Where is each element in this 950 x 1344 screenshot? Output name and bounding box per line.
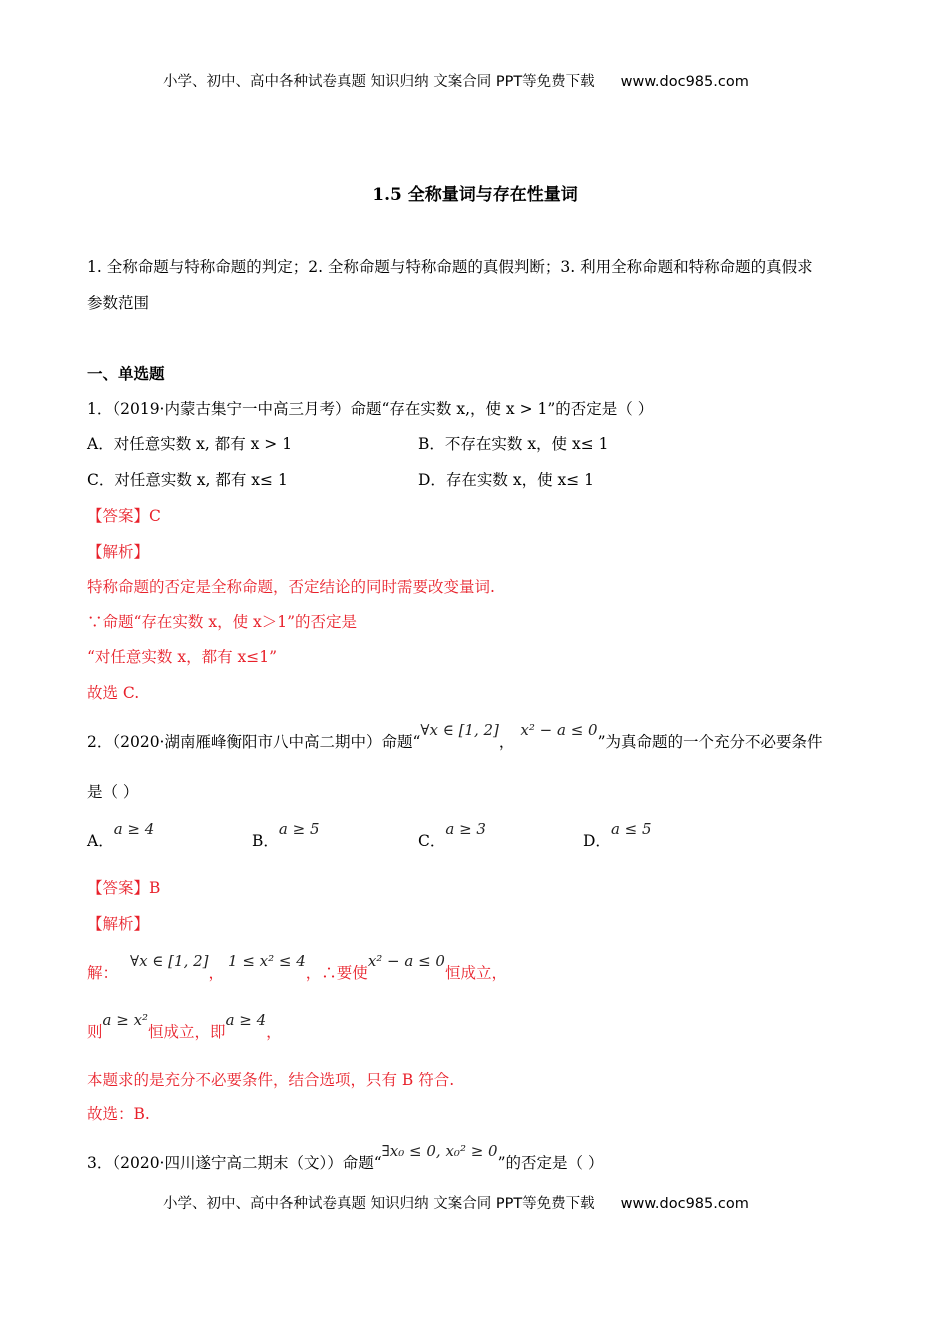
q1-stem: 1．（2019·内蒙古集宁一中高三月考）命题“存在实数 x,，使 x > 1”的否定是（ ） bbox=[87, 400, 654, 418]
q2-solution-text-3: 恒成立， bbox=[444, 964, 507, 982]
q1-explanation-2: ∵命题“存在实数 x，使 x＞1”的否定是 bbox=[87, 613, 358, 631]
page-header bbox=[163, 70, 749, 91]
q2-solution-text-2: ，∴要使 bbox=[305, 964, 368, 982]
q2-solution-prefix: 解： bbox=[87, 964, 119, 982]
q2-option-b-label: B． bbox=[252, 832, 279, 850]
q2-answer: 【答案】B bbox=[87, 879, 161, 897]
q2-solution-formula-2: 1 ≤ x² ≤ 4 bbox=[228, 952, 306, 970]
q2-then-formula-1: a ≥ x² bbox=[102, 1011, 149, 1029]
q2-solution-formula-1: ∀x ∈ [1, 2] bbox=[130, 952, 209, 970]
page-footer bbox=[163, 1192, 749, 1213]
q2-option-d bbox=[583, 820, 652, 851]
q2-solution-comma-1: ， bbox=[208, 964, 225, 982]
q1-option-d: D．存在实数 x，使 x≤ 1 bbox=[418, 471, 595, 489]
q2-option-c bbox=[418, 820, 486, 851]
q2-then-text-1: 恒成立，即 bbox=[148, 1023, 226, 1041]
q1-option-c: C．对任意实数 x, 都有 x≤ 1 bbox=[87, 471, 288, 489]
q3-stem-formula: ∃x₀ ≤ 0, x₀² ≥ 0 bbox=[381, 1142, 498, 1160]
q2-stem-formula-2: x² − a ≤ 0 bbox=[520, 721, 598, 739]
q1-analysis-label: 【解析】 bbox=[87, 543, 150, 561]
q2-stem-comma: ， bbox=[498, 733, 515, 751]
q1-option-a: A．对任意实数 x, 都有 x > 1 bbox=[87, 435, 293, 453]
q2-option-a bbox=[87, 820, 155, 851]
q2-option-a-label: A． bbox=[87, 832, 114, 850]
q1-explanation-4: 故选 C. bbox=[87, 684, 140, 702]
q2-option-d-formula: a ≤ 5 bbox=[610, 820, 652, 838]
q2-stem-formula-1: ∀x ∈ [1, 2] bbox=[420, 721, 499, 739]
q1-option-b: B．不存在实数 x，使 x≤ 1 bbox=[418, 435, 609, 453]
q2-explanation-4: 故选：B. bbox=[87, 1105, 150, 1123]
q3-stem-prefix: 3．（2020·四川遂宁高二期末（文））命题“ bbox=[87, 1154, 382, 1172]
header-text: 小学、初中、高中各种试卷真题 知识归纳 文案合同 PPT等免费下载 bbox=[163, 74, 595, 90]
q2-option-c-label: C． bbox=[418, 832, 446, 850]
q3-stem-suffix: ”的否定是（ ） bbox=[497, 1154, 604, 1172]
page-title: 1.5 全称量词与存在性量词 bbox=[372, 185, 578, 205]
q1-explanation-1: 特称命题的否定是全称命题，否定结论的同时需要改变量词. bbox=[87, 578, 495, 596]
q1-answer: 【答案】C bbox=[87, 507, 161, 525]
q2-stem bbox=[87, 721, 823, 752]
section-heading: 一、单选题 bbox=[87, 364, 165, 383]
q2-option-d-label: D． bbox=[583, 832, 611, 850]
q2-option-a-formula: a ≥ 4 bbox=[113, 820, 155, 838]
q2-stem-suffix: ”为真命题的一个充分不必要条件 bbox=[597, 733, 823, 751]
intro-line-1: 1. 全称命题与特称命题的判定；2. 全称命题与特称命题的真假判断；3. 利用全称命题和特称命题的真假求 bbox=[87, 258, 813, 276]
q2-analysis-label: 【解析】 bbox=[87, 915, 150, 933]
q2-option-b-formula: a ≥ 5 bbox=[278, 820, 320, 838]
header-site-link[interactable]: www.doc985.com bbox=[620, 74, 749, 90]
footer-text: 小学、初中、高中各种试卷真题 知识归纳 文案合同 PPT等免费下载 bbox=[163, 1196, 595, 1212]
q2-solution-line-1 bbox=[87, 952, 507, 983]
q2-then-formula-2: a ≥ 4 bbox=[225, 1011, 267, 1029]
q2-then-text-2: ， bbox=[266, 1023, 282, 1041]
intro-line-2: 参数范围 bbox=[87, 294, 150, 312]
q2-option-b bbox=[252, 820, 320, 851]
q2-then-prefix: 则 bbox=[87, 1023, 103, 1041]
q3-stem bbox=[87, 1142, 604, 1173]
q2-stem-line-2: 是（ ） bbox=[87, 783, 139, 801]
q2-explanation-3: 本题求的是充分不必要条件，结合选项，只有 B 符合. bbox=[87, 1071, 455, 1089]
q1-explanation-3: “对任意实数 x，都有 x≤1” bbox=[87, 648, 278, 666]
q2-stem-prefix: 2．（2020·湖南雁峰衡阳市八中高二期中）命题“ bbox=[87, 733, 421, 751]
q2-solution-line-2 bbox=[87, 1011, 282, 1042]
q2-solution-formula-3: x² − a ≤ 0 bbox=[367, 952, 445, 970]
footer-site-link[interactable]: www.doc985.com bbox=[620, 1196, 749, 1212]
q2-option-c-formula: a ≥ 3 bbox=[445, 820, 486, 838]
